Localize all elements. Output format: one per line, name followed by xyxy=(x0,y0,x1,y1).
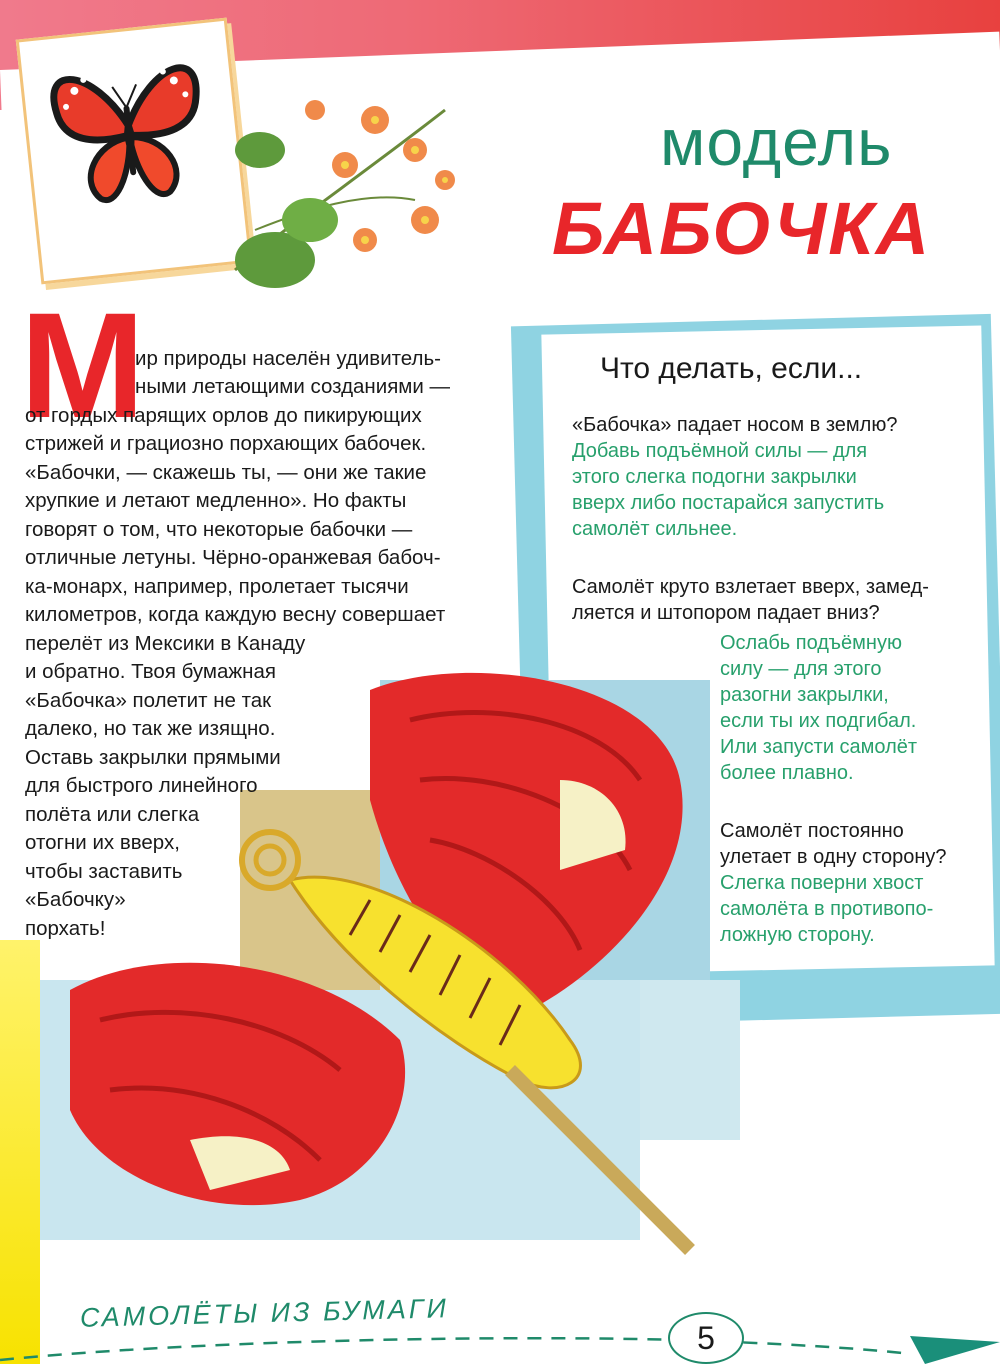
intro-line: чтобы заставить xyxy=(25,860,183,883)
intro-line: отогни их вверх, xyxy=(25,831,180,854)
answer-3-line: Слегка поверни хвост xyxy=(720,872,924,894)
intro-line: и обратно. Твоя бумажная xyxy=(25,660,276,683)
question-1-line: «Бабочка» падает носом в землю? xyxy=(572,414,898,436)
intro-line: от гордых парящих орлов до пикирующих xyxy=(25,404,422,427)
answer-2-line: если ты их подгибал. xyxy=(720,710,917,732)
answer-2-line: разогни закрылки, xyxy=(720,684,889,706)
title-line-1: модель xyxy=(660,105,893,179)
flowers-illustration xyxy=(215,70,475,310)
monarch-butterfly-image xyxy=(30,36,229,244)
question-3-line: Самолёт постоянно xyxy=(720,820,904,842)
answer-1-line: Добавь подъёмной силы — для xyxy=(572,440,868,462)
answer-2-line: Ослабь подъёмную xyxy=(720,632,902,654)
question-2-line: Самолёт круто взлетает вверх, замед- xyxy=(572,576,929,598)
answer-2-line: более плавно. xyxy=(720,762,854,784)
question-3-line: улетает в одну сторону? xyxy=(720,846,947,868)
intro-line: ными летающими созданиями — xyxy=(135,375,451,398)
intro-line: «Бабочка» полетит не так xyxy=(25,689,272,712)
answer-2-line: силу — для этого xyxy=(720,658,882,680)
intro-line: полёта или слегка xyxy=(25,803,200,826)
intro-line: ир природы населён удивитель- xyxy=(135,347,441,370)
answer-3-line: самолёта в противопо- xyxy=(720,898,934,920)
intro-line: ка-монарх, например, пролетает тысячи xyxy=(25,575,409,598)
series-title: САМОЛЁТЫ ИЗ БУМАГИ xyxy=(79,1293,450,1333)
paper-plane-icon xyxy=(910,1336,1000,1364)
intro-line: порхать! xyxy=(25,917,106,940)
intro-line: говорят о том, что некоторые бабочки — xyxy=(25,518,413,541)
intro-line: далеко, но так же изящно. xyxy=(25,717,276,740)
intro-line: «Бабочки, — скажешь ты, — они же такие xyxy=(25,461,427,484)
answer-1-line: вверх либо постарайся запустить xyxy=(572,492,885,514)
intro-line: Оставь закрылки прямыми xyxy=(25,746,281,769)
intro-line: для быстрого линейного xyxy=(25,774,258,797)
answer-2-line: Или запусти самолёт xyxy=(720,736,918,758)
title-line-2: БАБОЧКА xyxy=(552,187,932,270)
intro-line: «Бабочку» xyxy=(25,888,126,911)
answer-1-line: самолёт сильнее. xyxy=(572,518,738,540)
answer-1-line: этого слегка подогни закрылки xyxy=(572,466,857,488)
intro-dropcap: М xyxy=(20,281,139,449)
question-2-line: ляется и штопором падает вниз? xyxy=(572,602,880,624)
page-number: 5 xyxy=(668,1312,744,1364)
intro-line: хрупкие и летают медленно». Но факты xyxy=(25,489,407,512)
answer-3-line: ложную сторону. xyxy=(720,924,875,946)
intro-line: отличные летуны. Чёрно-оранжевая бабоч- xyxy=(25,546,441,569)
sidebar-title: Что делать, если... xyxy=(600,352,863,385)
intro-line: стрижей и грациозно порхающих бабочек. xyxy=(25,432,427,455)
intro-line: перелёт из Мексики в Канаду xyxy=(25,632,306,655)
intro-line: километров, когда каждую весну совершает xyxy=(25,603,446,626)
